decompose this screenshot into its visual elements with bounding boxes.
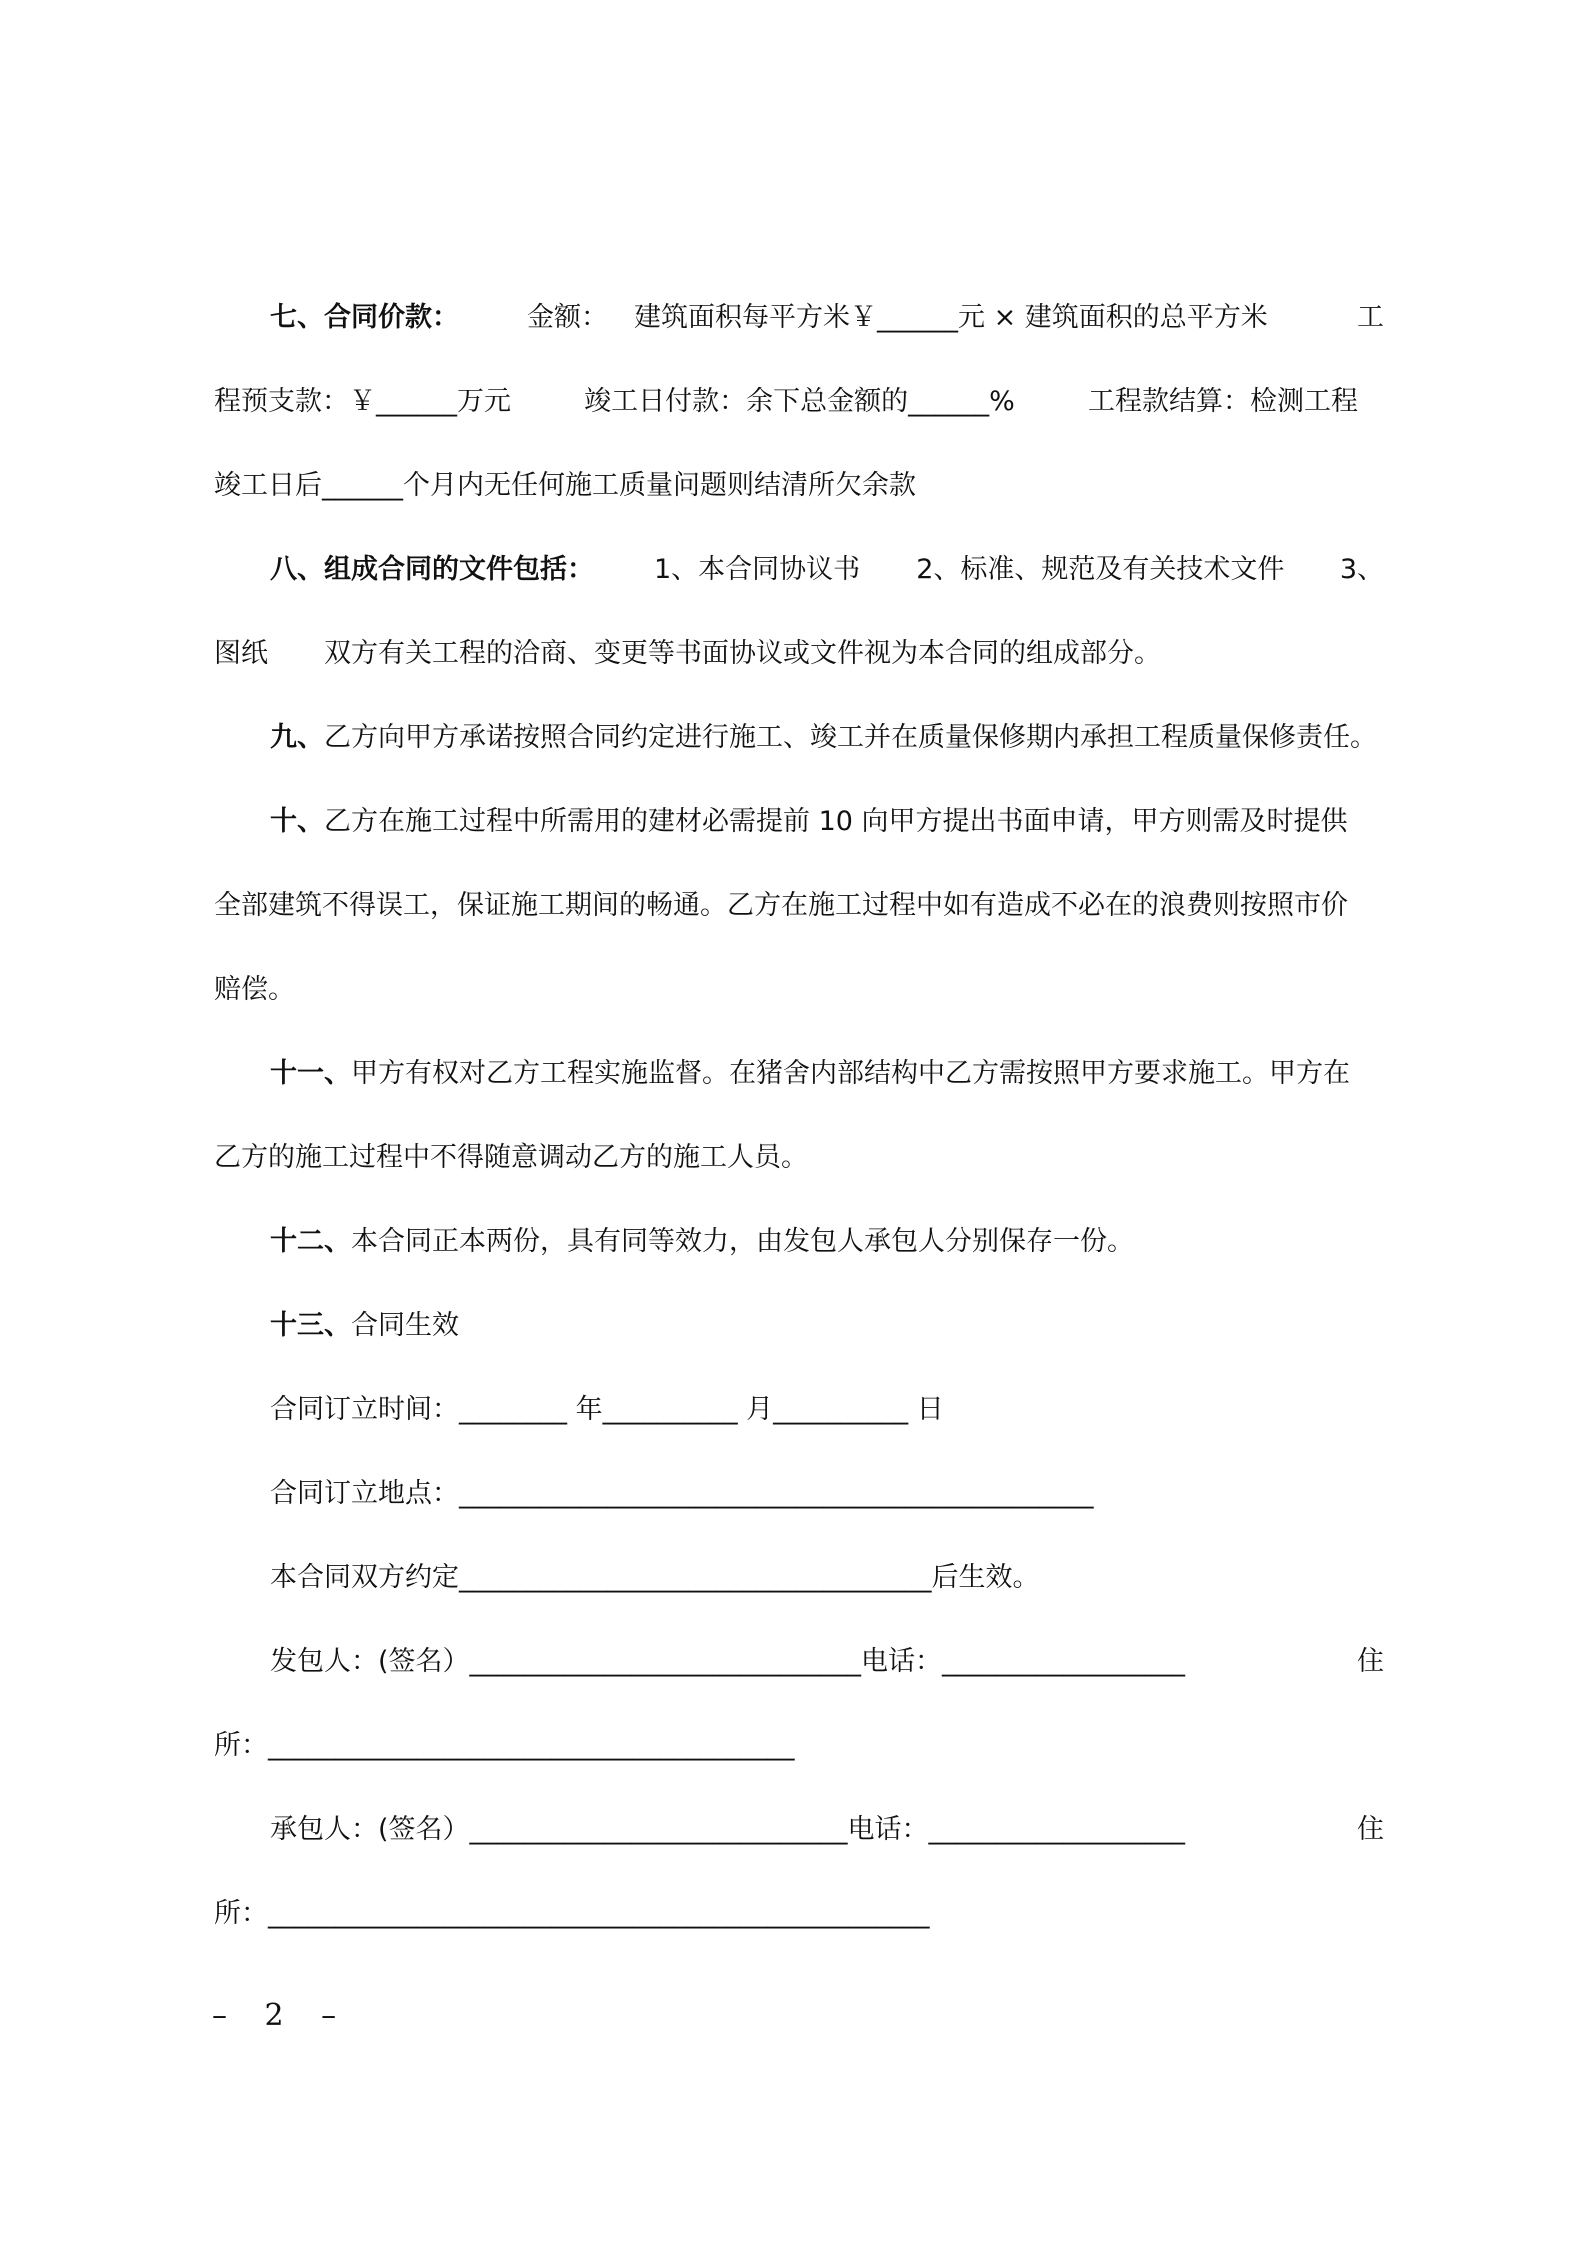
- employer-address: 所：_______________________________________: [214, 1730, 795, 1761]
- section-7-title: 七、合同价款：: [270, 302, 459, 333]
- section-8-line-2: [214, 634, 1384, 674]
- contractor-signature: 承包人：(签名）____________________________: [270, 1814, 848, 1845]
- section-8-item-3: 3、: [1339, 554, 1384, 585]
- section-13-text: 合同生效: [351, 1310, 459, 1341]
- section-11-text-1: 甲方有权对乙方工程实施监督。在猪舍内部结构中乙方需按照甲方要求施工。甲方在: [351, 1058, 1350, 1089]
- contractor-address: 所：_________________________________________________: [214, 1898, 930, 1929]
- section-12: [270, 1222, 1384, 1262]
- section-8-other-docs: 双方有关工程的洽商、变更等书面协议或文件视为本合同的组成部分。: [324, 638, 1161, 669]
- section-7-amount-label: 金额：: [527, 302, 608, 333]
- section-12-title: 十二、: [270, 1226, 351, 1257]
- section-9: [270, 718, 1384, 758]
- section-7-tail: 工: [1357, 302, 1384, 333]
- section-9-title: 九、: [270, 722, 324, 753]
- section-11-line-2: 乙方的施工过程中不得随意调动乙方的施工人员。: [214, 1142, 808, 1173]
- section-11-line-1: [270, 1054, 1384, 1094]
- section-8-item-2: 2、标准、规范及有关技术文件: [916, 554, 1285, 585]
- employer-line: [270, 1642, 1384, 1682]
- sign-time: 合同订立时间：________ 年__________ 月__________ 日: [270, 1394, 944, 1425]
- employer-phone: 电话：__________________: [861, 1646, 1186, 1677]
- section-12-text: 本合同正本两份，具有同等效力，由发包人承包人分别保存一份。: [351, 1226, 1134, 1257]
- employer-address-head: 住: [1357, 1646, 1384, 1677]
- section-10-title: 十、: [270, 806, 324, 837]
- section-7-line-3: 竣工日后______个月内无任何施工质量问题则结清所欠余款: [214, 470, 916, 501]
- contractor-address-head: 住: [1357, 1814, 1384, 1845]
- section-7-line-2: [214, 382, 1384, 422]
- section-7-advance: 程预支款：￥______万元: [214, 386, 511, 417]
- effective-condition: 本合同双方约定___________________________________后生效。: [270, 1562, 1040, 1593]
- contractor-phone: 电话：___________________: [847, 1814, 1186, 1845]
- section-7-line-1: [270, 298, 1384, 338]
- page-number: – 2 –: [212, 1998, 351, 2033]
- section-7-settlement: 工程款结算：检测工程: [1088, 386, 1358, 417]
- section-11-title: 十一、: [270, 1058, 351, 1089]
- section-10-line-1: [270, 802, 1384, 842]
- section-8-title: 八、组成合同的文件包括：: [270, 554, 594, 585]
- section-13: [270, 1306, 1384, 1346]
- section-10-line-2: 全部建筑不得误工，保证施工期间的畅通。乙方在施工过程中如有造成不必在的浪费则按照市价: [214, 890, 1348, 921]
- section-8-line-1: [270, 550, 1384, 590]
- section-7-amount-text: 建筑面积每平方米￥______元 × 建筑面积的总平方米: [634, 302, 1268, 333]
- section-7-completion-payment: 竣工日付款：余下总金额的______%: [584, 386, 1015, 417]
- employer-signature: 发包人：(签名）_____________________________: [270, 1646, 862, 1677]
- section-8-drawings: 图纸: [214, 638, 268, 669]
- section-8-item-1: 1、本合同协议书: [654, 554, 861, 585]
- section-9-text: 乙方向甲方承诺按照合同约定进行施工、竣工并在质量保修期内承担工程质量保修责任。: [324, 722, 1377, 753]
- sign-place: 合同订立地点：_______________________________________________: [270, 1478, 1094, 1509]
- contractor-line: [270, 1810, 1384, 1850]
- section-10-line-3: 赔偿。: [214, 974, 295, 1005]
- section-13-title: 十三、: [270, 1310, 351, 1341]
- section-10-text-1: 乙方在施工过程中所需用的建材必需提前 10 向甲方提出书面申请，甲方则需及时提供: [324, 806, 1348, 837]
